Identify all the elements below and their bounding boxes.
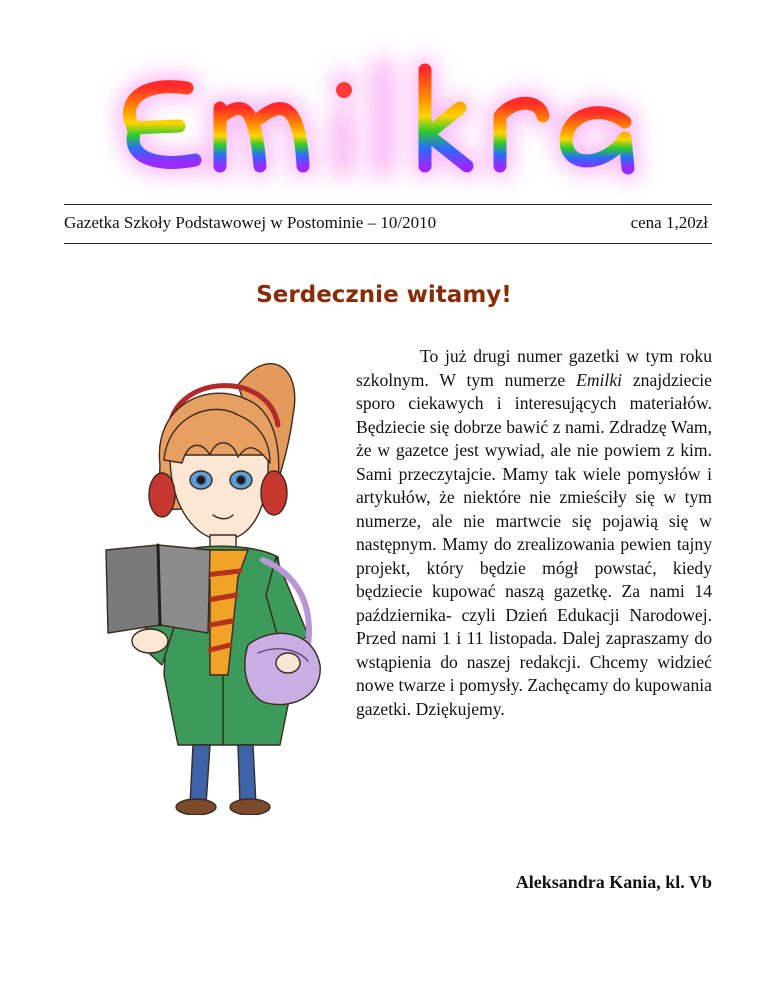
- article-text-rest: znajdziecie sporo ciekawych i interesujących materiałów. Będziecie się dobrze bawić z nami. Zdradzę Wam, że w gazetce jest wywiad, ale nie powiem z kim. Sami przeczytajcie. Mamy tak wiele pomysłów i artykułów, że niektóre nie zmieściły się w tym numerze, ale nie martwcie się pojawią się w następnym. Mamy do zrealizowania pewien tajny projekt, który będzie mógł powstać, kiedy będziecie kupować naszą gazetkę. Za nami 14 października- czyli Dzień Edukacji Narodowej. Przed nami 1 i 11 listopada. Dalej zapraszamy do wstąpienia do naszej redakcji. Chcemy widzieć nowe twarze i pomysły. Zachęcamy do kupowania gazetki. Dziękujemy.: [356, 369, 712, 719]
- info-bar: [64, 213, 712, 233]
- magazine-name: Emilki: [576, 369, 623, 390]
- welcome-article: [356, 345, 712, 721]
- top-rule: [64, 204, 712, 205]
- girl-with-book-drawing: [98, 345, 338, 815]
- issue-subtitle: Gazetka Szkoły Podstawowej w Postominie – 10/2010: [64, 213, 437, 232]
- masthead-logo: [95, 38, 675, 198]
- article-paragraph: [356, 345, 712, 721]
- article-text-start: To już drugi numer gazetki w tym roku szkolnym. W tym numerze: [356, 346, 712, 390]
- author-signature: Aleksandra Kania, kl. Vb: [515, 872, 712, 892]
- girl-drawing-graphic: [98, 345, 338, 815]
- headline: Serdecznie witamy!: [256, 282, 512, 308]
- masthead-logo-graphic: [95, 38, 675, 198]
- bottom-rule: [64, 243, 712, 244]
- issue-price: cena 1,20zł: [630, 213, 708, 232]
